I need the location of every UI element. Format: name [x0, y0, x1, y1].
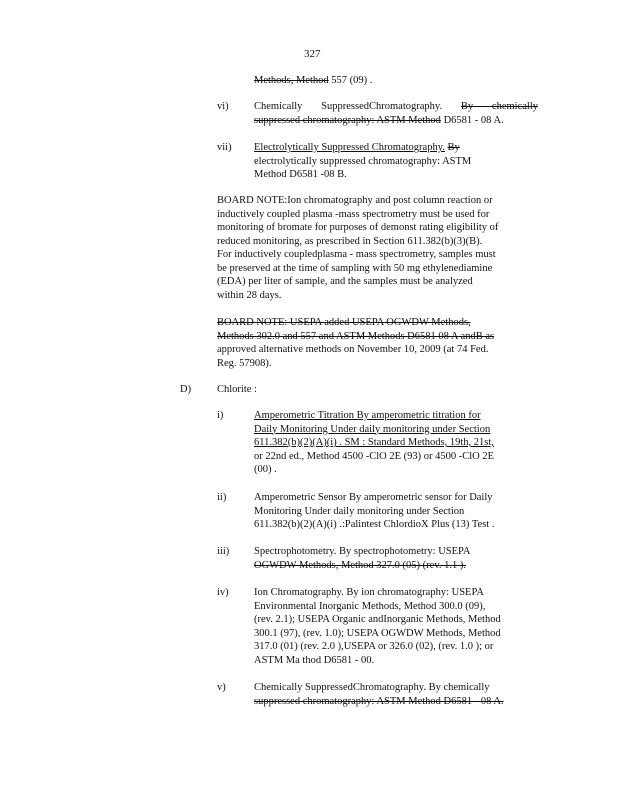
board-note-1-line: (EDA) per liter of sample, and the samples must be analyzed: [217, 276, 473, 287]
item-vi-line-2a: suppressed chromatography: ASTM Method: [254, 114, 441, 126]
item-D-iv-line: 317.0 (01) (rev. 2.0 ),USEPA or 326.0 (02), (rev. 1.0 ); or: [254, 641, 494, 652]
item-D-v-text: [254, 681, 538, 708]
item-D-iv-line: (rev. 2.1); USEPA Organic andInorganic Methods, Method: [254, 614, 501, 625]
carryover-line: [254, 74, 372, 88]
board-note-1-line: within 28 days.: [217, 289, 282, 301]
board-note-1-line: For inductively coupledplasma - mass spectrometry, samples must: [217, 249, 496, 260]
item-vi-line-2b: D6581 - 08 A.: [443, 114, 504, 126]
item-D-ii-line: Amperometric Sensor By amperometric sensor for Daily: [254, 492, 493, 503]
board-note-1-line: reduced monitoring, as prescribed in Section 611.382(b)(3)(B).: [217, 235, 483, 247]
item-D-i-line: or 22nd ed., Method 4500 -ClO 2E (93) or 4500 -ClO 2E: [254, 450, 495, 462]
board-note-2-line: BOARD NOTE: USEPA added USEPA OGWDW Methods,: [217, 317, 471, 328]
item-vii-line-3: Method D6581 -08 B.: [254, 169, 347, 180]
item-D-iv-line: 300.1 (97), (rev. 1.0); USEPA OGWDW Methods, Method: [254, 627, 501, 639]
item-D-iii-line: OGWDW Methods, Method 327.0 (05) (rev. 1.1 ).: [254, 559, 467, 571]
board-note-1-line: BOARD NOTE:Ion chromatography and post column reaction or: [217, 195, 493, 206]
item-D-i-line: (00) .: [254, 464, 277, 475]
item-D-v-line: suppressed chromatography: ASTM Method D6581 - 08 A.: [254, 695, 504, 707]
item-vi-line-1b: By chemically: [460, 101, 538, 112]
item-vi-line-1a: Chemically SuppressedChromatography.: [254, 101, 443, 112]
board-note-2-line: Methods 302.0 and 557 and ASTM Methods D6581 08 A andB as: [217, 330, 495, 342]
board-note-2-line: approved alternative methods on November 10, 2009 (at 74 Fed.: [217, 344, 489, 355]
item-D-ii-line: 611.382(b)(2)(A)(i) .:Palintest ChlordioX Plus (13) Test .: [254, 519, 495, 530]
item-D-iii-text: [254, 545, 494, 572]
item-D-i-line: Amperometric Titration By amperometric titration for: [254, 410, 481, 421]
item-vi-line-1: [254, 100, 538, 114]
item-D-iv-line: Environmental Inorganic Methods, Method 300.0 (09),: [254, 600, 486, 612]
item-D-iv-line: ASTM Ma thod D6581 - 00.: [254, 654, 375, 666]
item-vii-line-1b: By: [447, 142, 460, 153]
item-D-iv-text: [254, 586, 538, 667]
item-D-iv-line: Ion Chromatography. By ion chromatography: USEPA: [254, 587, 484, 598]
page-number: 327: [304, 48, 321, 60]
item-D-v-line: Chemically SuppressedChromatography. By chemically: [254, 682, 490, 693]
item-vi-line-2: [254, 114, 538, 128]
item-vii-line-1: [254, 141, 494, 155]
item-label-vii: vii): [217, 142, 232, 153]
item-vii-line-2: electrolytically suppressed chromatography: ASTM: [254, 155, 472, 167]
item-label-vi: vi): [217, 101, 229, 112]
item-label-D-v: v): [217, 682, 226, 693]
item-label-D-iii: iii): [217, 546, 230, 557]
item-D-ii-text: [254, 491, 538, 532]
carryover-strike: Methods, Method: [254, 75, 329, 86]
item-D-ii-line: Monitoring Under daily monitoring under Section: [254, 505, 465, 517]
item-D-iii-line: Spectrophotometry. By spectrophotometry: USEPA: [254, 546, 471, 557]
item-vii-line-1a: Electrolytically Suppressed Chromatography.: [254, 142, 445, 153]
item-D-i-line: Daily Monitoring Under daily monitoring under Section: [254, 423, 491, 435]
board-note-1-line: inductively coupled plasma -mass spectrometry must be used for: [217, 208, 490, 220]
section-label-D: D): [180, 384, 192, 395]
section-title-chlorite: Chlorite :: [217, 384, 257, 395]
item-vi-text: [254, 100, 538, 127]
item-label-D-iv: iv): [217, 587, 229, 598]
board-note-1: [217, 194, 537, 302]
carryover-rest: 557 (09) .: [331, 75, 373, 86]
board-note-2-line: Reg. 57908).: [217, 357, 272, 369]
item-vii-text: [254, 141, 494, 182]
item-D-i-text: [254, 409, 538, 477]
board-note-1-line: be preserved at the time of sampling with 50 mg ethylenediamine: [217, 262, 493, 274]
item-label-D-ii: ii): [217, 492, 227, 503]
item-label-D-i: i): [217, 410, 224, 421]
board-note-2: [217, 316, 537, 370]
board-note-1-line: monitoring of bromate for purposes of demonst rating eligibility of: [217, 222, 499, 233]
item-D-i-line: 611.382(b)(2)(A)(i) . SM : Standard Methods, 19th, 21st,: [254, 437, 494, 448]
